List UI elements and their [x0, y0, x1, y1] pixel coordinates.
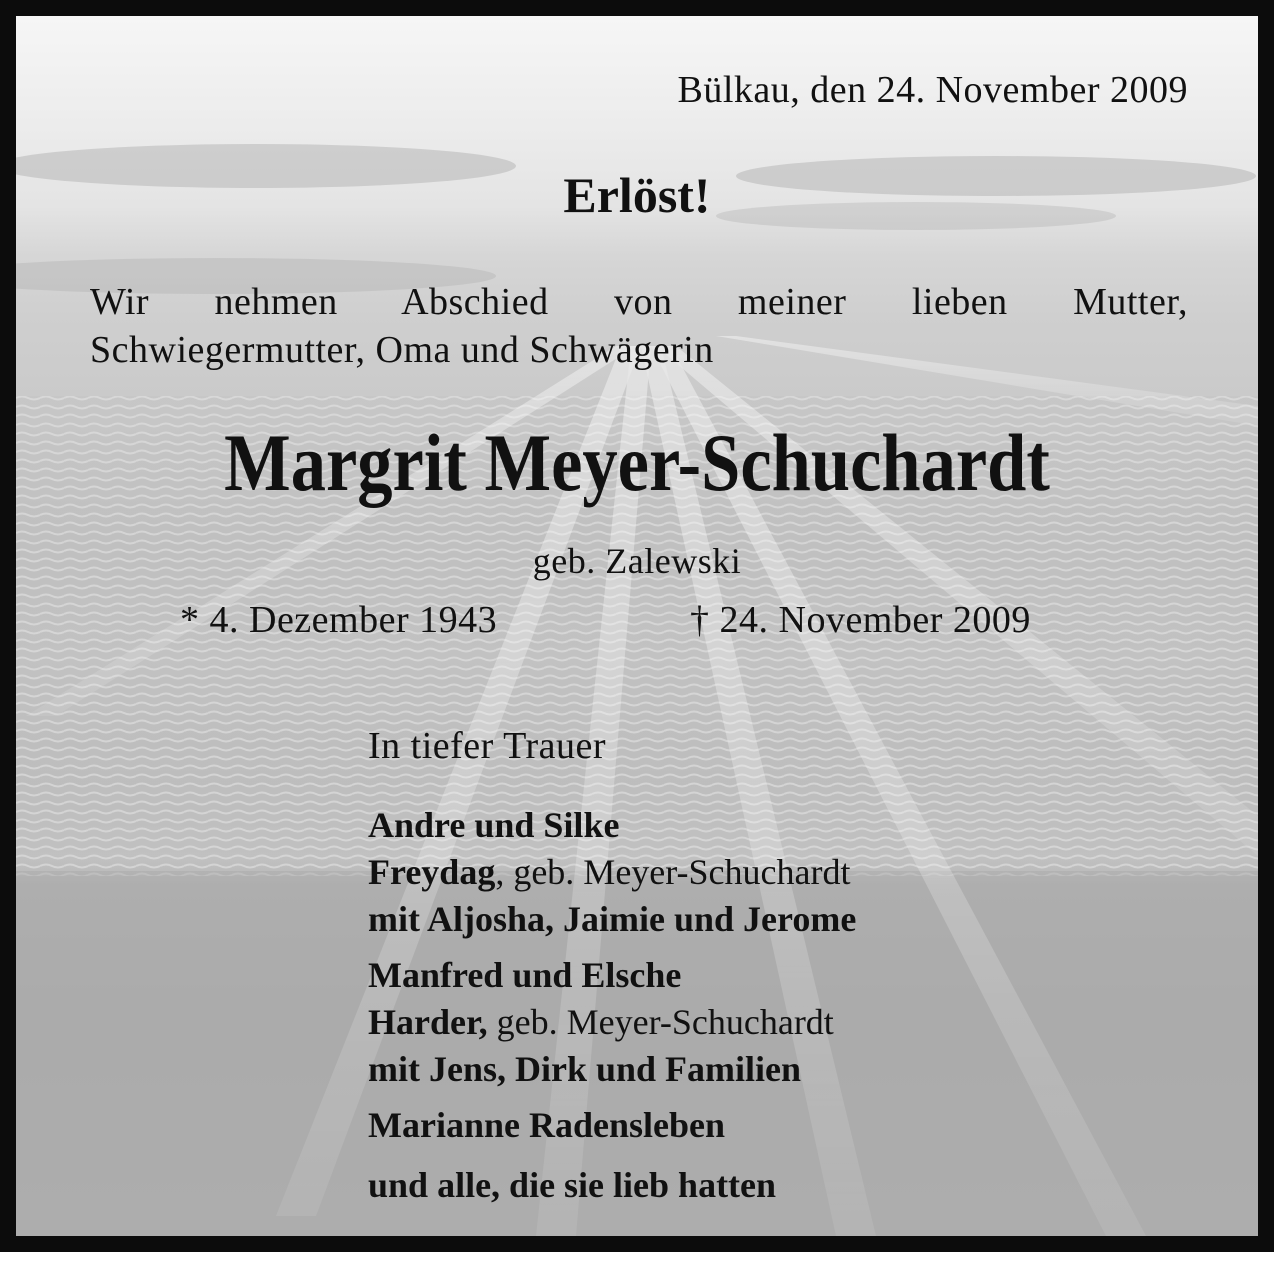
headline: Erlöst! — [563, 167, 711, 223]
family-children: mit Aljosha, Jaimie und Jerome — [368, 899, 857, 939]
mourners-list — [368, 802, 856, 1222]
family-names: Manfred und Elsche — [368, 955, 682, 995]
family-group — [368, 952, 856, 1093]
family-surname: Freydag — [368, 852, 496, 892]
intro-line-2: Schwiegermutter, Oma und Schwägerin — [90, 329, 714, 371]
intro-text — [90, 278, 1188, 374]
intro-line-1: Wir nehmen Abschied von meiner lieben Mutter, — [90, 281, 1188, 323]
relative-name: Marianne Radensleben — [368, 1105, 726, 1145]
family-surname-suffix: geb. Meyer-Schuchardt — [487, 1002, 834, 1042]
closing-line: und alle, die sie lieb hatten — [368, 1165, 777, 1205]
family-children: mit Jens, Dirk und Familien — [368, 1049, 802, 1089]
mourning-phrase: In tiefer Trauer — [368, 725, 607, 767]
maiden-name: geb. Zalewski — [532, 541, 742, 581]
family-surname-line — [368, 999, 856, 1046]
family-surname: Harder, — [368, 1002, 488, 1042]
family-group — [368, 802, 856, 943]
birth-date: * 4. Dezember 1943 — [180, 599, 498, 641]
death-date: † 24. November 2009 — [690, 599, 1031, 641]
family-surname-suffix: , geb. Meyer-Schuchardt — [495, 852, 851, 892]
place-date: Bülkau, den 24. November 2009 — [677, 69, 1188, 111]
family-names: Andre und Silke — [368, 805, 620, 845]
deceased-name: Margrit Meyer-Schuchardt — [224, 417, 1050, 508]
family-surname-line — [368, 849, 856, 896]
